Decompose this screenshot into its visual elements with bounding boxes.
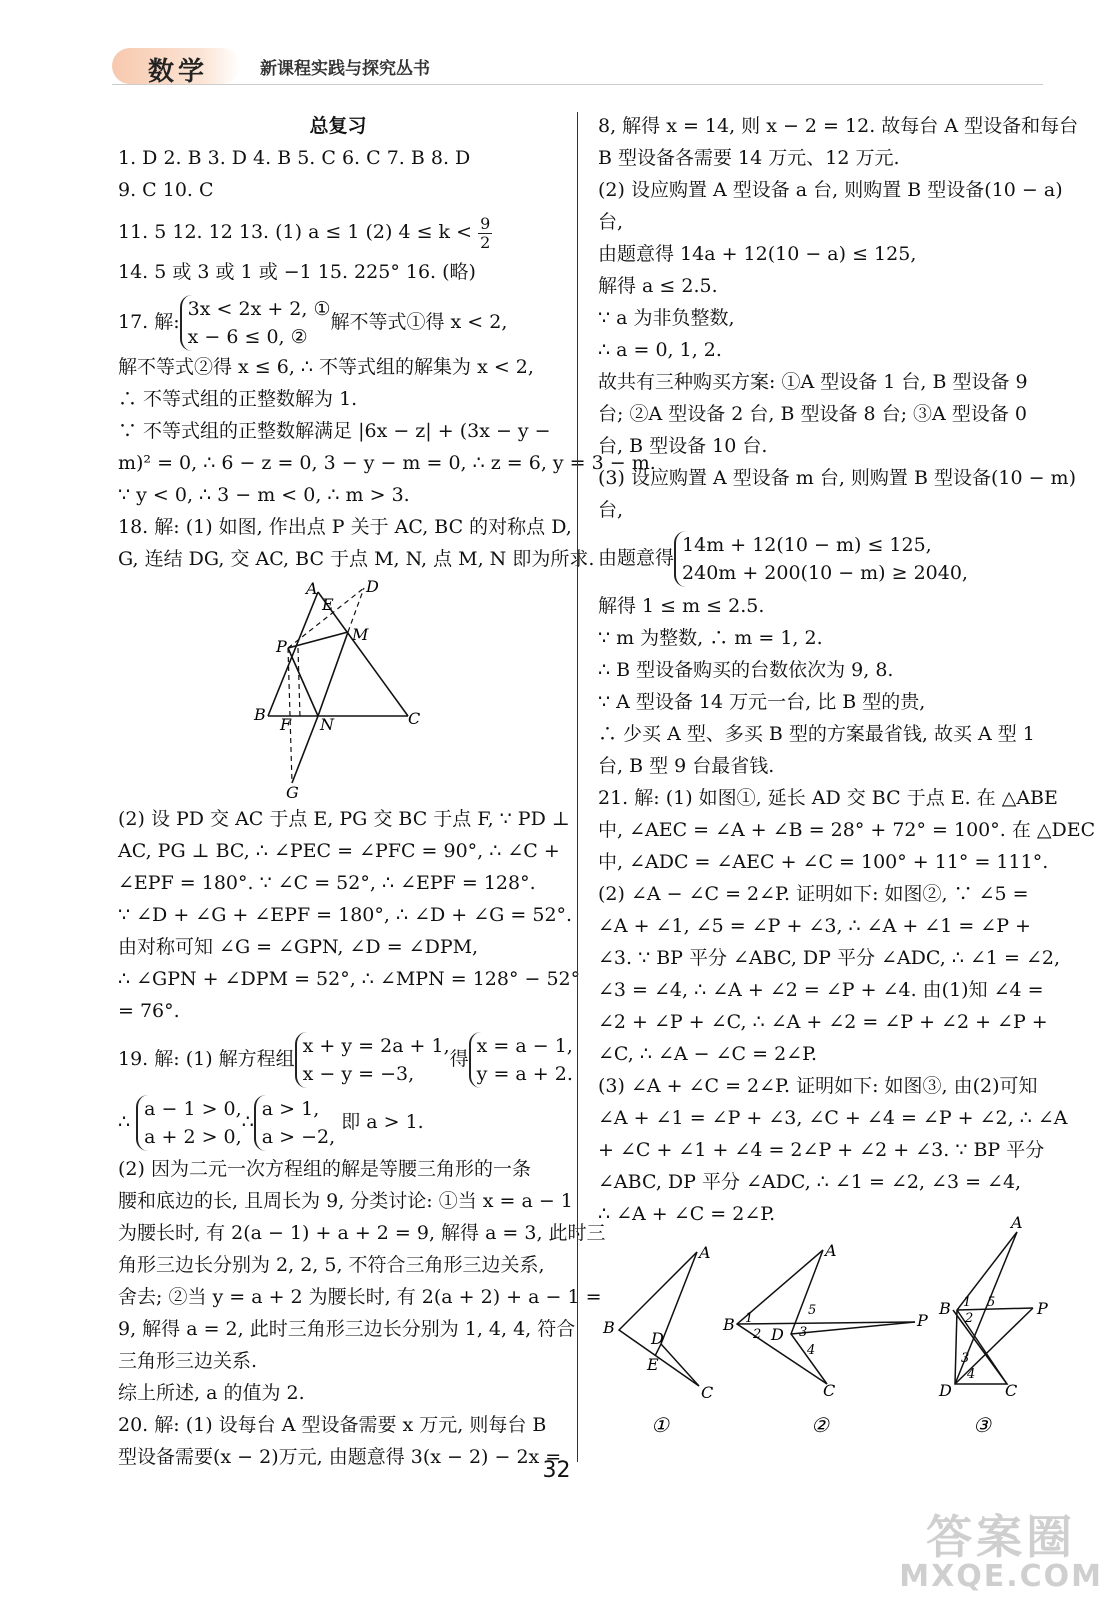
figure-caption: ② [811, 1413, 829, 1437]
solution-line: 舍去; ②当 y = a + 2 为腰长时, 有 2(a + 2) + a − 1 = [118, 1286, 602, 1308]
segment-pm [288, 632, 348, 648]
system-row: x = a − 1, [476, 1035, 573, 1057]
solution-line: 台, [598, 499, 624, 521]
system-row: a − 1 > 0, [144, 1098, 242, 1120]
fraction-numerator: 9 [480, 213, 491, 233]
solution-line: 8, 解得 x = 14, 则 x − 2 = 12. 故每台 A 型设备和每台 [598, 115, 1079, 137]
point-label: D [771, 1325, 784, 1344]
system-row: a + 2 > 0, [144, 1126, 242, 1148]
answer-line: 9. C 10. C [118, 179, 214, 201]
solution-line: 腰和底边的长, 且周长为 9, 分类讨论: ①当 x = a − 1 [118, 1190, 573, 1212]
solution-line: ∠EPF = 180°. ∵ ∠C = 52°, ∴ ∠EPF = 128°. [118, 872, 536, 894]
solution-line: B 型设备各需要 14 万元、12 万元. [598, 147, 900, 169]
solution-line: ∵ m 为整数, ∴ m = 1, 2. [598, 627, 823, 649]
point-label: C [1005, 1381, 1018, 1400]
solution-line: 解不等式②得 x ≤ 6, ∴ 不等式组的解集为 x < 2, [118, 356, 534, 378]
fig1-inner [661, 1252, 699, 1386]
solution-line: G, 连结 DG, 交 AC, BC 于点 M, N, 点 M, N 即为所求. [118, 548, 595, 570]
point-label: B [254, 705, 266, 724]
solution-line: ∴ ∠GPN + ∠DPM = 52°, ∴ ∠MPN = 128° − 52° [118, 968, 581, 990]
solution-line: 解得 1 ≤ m ≤ 2.5. [598, 595, 765, 617]
solution-line: ∠A + ∠1, ∠5 = ∠P + ∠3, ∴ ∠A + ∠1 = ∠P + [598, 915, 1031, 937]
point-label: B [603, 1318, 615, 1337]
point-label: A [699, 1243, 711, 1262]
solution-line: ∵ y < 0, ∴ 3 − m < 0, ∴ m > 3. [118, 484, 410, 506]
solution-system [469, 1032, 573, 1088]
q17-label: 17. 解: [118, 311, 180, 333]
dashed-pf [298, 648, 300, 718]
point-label: P [276, 637, 287, 656]
solution-line: 台, B 型设备 10 台. [598, 435, 768, 457]
solution-line: 中, ∠ADC = ∠AEC + ∠C = 100° + 11° = 111°. [598, 851, 1049, 873]
q19-result: 即 a > 1. [341, 1111, 424, 1133]
solution-line: 角形三边长分别为 2, 2, 5, 不符合三角形三边关系, [118, 1254, 545, 1276]
solution-line: (2) ∠A − ∠C = 2∠P. 证明如下: 如图②, ∵ ∠5 = [598, 883, 1029, 905]
solution-line: 21. 解: (1) 如图①, 延长 AD 交 BC 于点 E. 在 △ABE [598, 787, 1058, 809]
section-title: 总复习 [309, 115, 367, 137]
point-label: A [306, 579, 318, 598]
fig2-bisector-bp [737, 1322, 915, 1324]
solution-line: 由题意得 14a + 12(10 − a) ≤ 125, [598, 243, 917, 265]
point-label: D [651, 1329, 664, 1348]
watermark-logo: 答案圈 [926, 1510, 1077, 1564]
angle-label: 4 [967, 1367, 976, 1382]
point-label: F [280, 715, 292, 734]
system-row: x − 6 ≤ 0, ② [187, 326, 308, 348]
solution-line: ∴ 不等式组的正整数解为 1. [118, 388, 358, 410]
solution-line: ∵ a 为非负整数, [598, 307, 735, 329]
solution-line: ∠3. ∵ BP 平分 ∠ABC, DP 平分 ∠ADC, ∴ ∠1 = ∠2, [598, 947, 1061, 969]
system-label: 由题意得 [598, 547, 675, 569]
point-label: E [322, 595, 334, 614]
solution-line: 故共有三种购买方案: ①A 型设备 1 台, B 型设备 9 [598, 371, 1028, 393]
segment-mn [318, 632, 348, 716]
angle-label: 1 [963, 1295, 972, 1310]
subject-label: 数学 [148, 57, 209, 87]
inequality-system-line [598, 526, 1038, 590]
solution-line: 中, ∠AEC = ∠A + ∠B = 28° + 72° = 100°. 在 △DEC [598, 819, 1096, 841]
page-number: 32 [542, 1458, 571, 1483]
solution-line: 为腰长时, 有 2(a − 1) + a + 2 = 9, 解得 a = 3, 此时三 [118, 1222, 606, 1244]
system-row: a > −2, [261, 1126, 336, 1148]
point-label: N [320, 715, 334, 734]
angle-label: 2 [965, 1311, 974, 1326]
solution-line: ∠3 = ∠4, ∴ ∠A + ∠2 = ∠P + ∠4. 由(1)知 ∠4 = [598, 979, 1044, 1001]
point-label: P [1037, 1299, 1048, 1318]
figure-caption: ① [651, 1413, 669, 1437]
system-row: x − y = −3, [302, 1063, 415, 1085]
q19-label: 19. 解: (1) 解方程组 [118, 1048, 295, 1070]
condition-system [254, 1095, 335, 1151]
solution-line: ∵ ∠D + ∠G + ∠EPF = 180°, ∴ ∠D + ∠G = 52°. [118, 904, 573, 926]
solution-line: ∠C, ∴ ∠A − ∠C = 2∠P. [598, 1043, 818, 1065]
solution-line: (2) 设应购置 A 型设备 a 台, 则购置 B 型设备(10 − a) [598, 179, 1063, 201]
point-label: D [366, 577, 379, 596]
solution-line: (3) 设应购置 A 型设备 m 台, 则购置 B 型设备(10 − m) [598, 467, 1076, 489]
watermark [899, 1501, 1103, 1594]
point-label: G [286, 783, 299, 802]
page-header [112, 46, 452, 86]
solution-line: 9, 解得 a = 2, 此时三角形三边长分别为 1, 4, 4, 符合 [118, 1318, 576, 1340]
solution-line: + ∠C + ∠1 + ∠4 = 2∠P + ∠2 + ∠3. ∵ BP 平分 [598, 1139, 1045, 1161]
figure-1 [619, 1252, 699, 1386]
therefore-sign: ∴ [241, 1111, 254, 1133]
solution-line: (3) ∠A + ∠C = 2∠P. 证明如下: 如图③, 由(2)可知 [598, 1075, 1038, 1097]
equation-system [295, 1032, 450, 1088]
fraction-denominator: 2 [480, 232, 491, 252]
angle-label: 3 [961, 1351, 970, 1366]
system-row: 14m + 12(10 − m) ≤ 125, [682, 534, 932, 556]
solution-line: ∵ A 型设备 14 万元一台, 比 B 型的贵, [598, 691, 926, 713]
angle-label: 4 [807, 1343, 816, 1358]
angle-label: 5 [987, 1295, 996, 1310]
fraction [478, 215, 492, 252]
figure-q18 [240, 578, 440, 808]
condition-system [136, 1095, 242, 1151]
solution-line: m)² = 0, ∴ 6 − z = 0, 3 − y − m = 0, ∴ z = 6, y = 3 − m. [118, 452, 656, 474]
solution-line: ∵ 不等式组的正整数解满足 |6x − z| + (3x − y − [118, 420, 551, 442]
solution-line: AC, PG ⊥ BC, ∴ ∠PEC = ∠PFC = 90°, ∴ ∠C + [118, 840, 560, 862]
therefore-sign: ∴ [118, 1111, 131, 1133]
watermark-url: MXQE.COM [899, 1559, 1103, 1594]
point-label: B [939, 1299, 951, 1318]
solution-line: 台, B 型 9 台最省钱. [598, 755, 775, 777]
solution-line: 解得 a ≤ 2.5. [598, 275, 718, 297]
point-label: A [1011, 1213, 1023, 1232]
solution-line: 台; ②A 型设备 2 台, B 型设备 8 台; ③A 型设备 0 [598, 403, 1027, 425]
solution-line: 18. 解: (1) 如图, 作出点 P 关于 AC, BC 的对称点 D, [118, 516, 572, 538]
answer-line: 14. 5 或 3 或 1 或 −1 15. 225° 16. (略) [118, 261, 476, 283]
system-row: y = a + 2. [476, 1063, 573, 1085]
solution-line: ∴ ∠A + ∠C = 2∠P. [598, 1203, 776, 1225]
solution-line: ∴ B 型设备购买的台数依次为 9, 8. [598, 659, 894, 681]
answer-line [118, 212, 558, 252]
segment-ng [292, 716, 318, 783]
answer-text: 11. 5 12. 12 13. (1) a ≤ 1 (2) 4 ≤ k < [118, 221, 473, 243]
point-label: C [701, 1383, 714, 1402]
point-label: B [723, 1315, 735, 1334]
figure-caption: ③ [973, 1413, 991, 1437]
angle-label: 3 [799, 1325, 808, 1340]
point-label: P [917, 1311, 928, 1330]
series-title: 新课程实践与探究丛书 [260, 59, 430, 79]
solution-line: = 76°. [118, 1000, 180, 1022]
column-divider [577, 112, 578, 1462]
system-row: 3x < 2x + 2, ① [187, 298, 331, 320]
angle-label: 5 [808, 1303, 817, 1318]
system-row: x + y = 2a + 1, [302, 1035, 450, 1057]
answer-line: 1. D 2. B 3. D 4. B 5. C 6. C 7. B 8. D [118, 147, 471, 169]
segment-pn [288, 648, 318, 716]
angle-label: 1 [745, 1311, 754, 1326]
solution-line: ∴ a = 0, 1, 2. [598, 339, 722, 361]
figure-2 [737, 1250, 915, 1384]
right-column [598, 110, 1096, 1230]
fig1-outline [619, 1252, 699, 1386]
q19-text: 得 [449, 1048, 469, 1070]
point-label: C [823, 1381, 836, 1400]
solution-line: ∠A + ∠1 = ∠P + ∠3, ∠C + ∠4 = ∠P + ∠2, ∴ ∠A [598, 1107, 1068, 1129]
solution-line: 型设备需要(x − 2)万元, 由题意得 3(x − 2) − 2x = [118, 1446, 562, 1468]
solution-line: 20. 解: (1) 设每台 A 型设备需要 x 万元, 则每台 B [118, 1414, 547, 1436]
solution-line: 由对称可知 ∠G = ∠GPN, ∠D = ∠DPM, [118, 936, 479, 958]
q19-condition-line [118, 1091, 558, 1153]
solution-line: 台, [598, 211, 624, 233]
header-rule [112, 84, 1043, 85]
system-row: 240m + 200(10 − m) ≥ 2040, [682, 562, 968, 584]
subject-badge [112, 48, 240, 87]
inequality-system [674, 531, 968, 587]
solution-line: ∠2 + ∠P + ∠C, ∴ ∠A + ∠2 = ∠P + ∠2 + ∠P + [598, 1011, 1048, 1033]
inequality-system [180, 295, 331, 351]
system-row: a > 1, [261, 1098, 320, 1120]
point-label: D [939, 1381, 952, 1400]
point-label: C [408, 709, 421, 728]
solution-line: ∠ABC, DP 平分 ∠ADC, ∴ ∠1 = ∠2, ∠3 = ∠4, [598, 1171, 1022, 1193]
q17-system-line [118, 294, 558, 351]
solution-line: ∴ 少买 A 型、多买 B 型的方案最省钱, 故买 A 型 1 [598, 723, 1035, 745]
angle-label: 2 [753, 1327, 762, 1342]
solution-line: 三角形三边关系. [118, 1350, 258, 1372]
solution-line: (2) 因为二元一次方程组的解是等腰三角形的一条 [118, 1158, 531, 1180]
solution-line: (2) 设 PD 交 AC 于点 E, PG 交 BC 于点 F, ∵ PD ⊥ [118, 808, 570, 830]
q17-text: 解不等式①得 x < 2, [330, 311, 508, 333]
point-label: M [352, 625, 369, 644]
solution-line: 综上所述, a 的值为 2. [118, 1382, 305, 1404]
point-label: E [647, 1355, 659, 1374]
point-label: A [825, 1241, 837, 1260]
q19-system-line [118, 1027, 573, 1091]
